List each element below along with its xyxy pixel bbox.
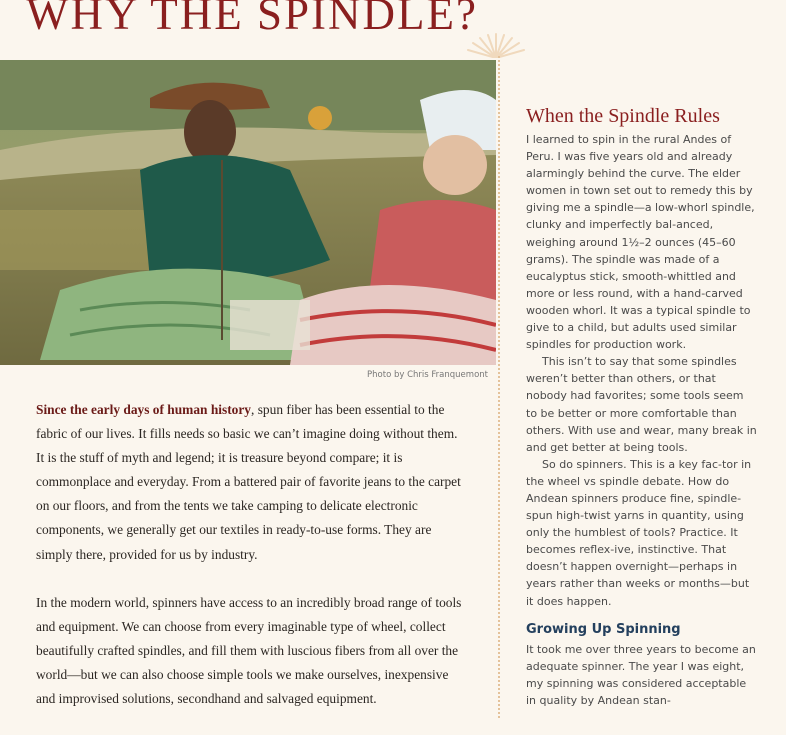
sidebar-paragraph-1: I learned to spin in the rural Andes of Peru. I was five years old and already alarmingly behind the curve. The elder women in town set out to remedy this by giving me a spindle—a low-whorl spindle, clunky and imperfectly bal-anced, weighing around 1½–2 ounces (45–60 grams). The spindle was made of a eucalyptus stick, smooth-whittled and more or less round, with a hand-carved wooden whorl. It was a typical spindle to give to a child, but adults used similar spindles for production work. <box>526 133 755 352</box>
main-paragraph-2: In the modern world, spinners have access to an incredibly broad range of tools and equipment. We can choose from every imaginable type of wheel, collect beautifully crafted spindles, and fill them with luscious fibers from all over the world—but we can also choose simple tools we make ourselves, inexpensive and improvised solutions, secondhand and salvaged equipment. <box>36 594 462 707</box>
sidebar-paragraph-4: It took me over three years to become an adequate spinner. The year I was eight, my spinning was considered acceptable in quality by Andean stan- <box>526 642 756 707</box>
sidebar-column <box>526 104 758 709</box>
page-title: WHY THE SPINDLE? <box>26 0 478 39</box>
sunburst-ornament <box>466 32 526 58</box>
sidebar-paragraph-2: This isn’t to say that some spindles weren’t better than others, or that nobody had favorites; some tools seem to be better or more comfortable than others. With use and wear, many break in and get better at being tools. <box>526 355 757 454</box>
main-column <box>36 398 468 735</box>
sidebar-heading-1: When the Spindle Rules <box>526 105 720 127</box>
main-paragraph-1-text: , spun fiber has been essential to the fabric of our lives. It fills needs so basic we can’t imagine doing without them. It is the stuff of myth and legend; it is treasure beyond compare; it is commonplace and everyday. From a battered pair of favorite jeans to the carpet on our floors, and from the tents we take camping to delicate electronic components, we generally get our textiles in ready-to-use forms. They are simply there, provided for us by industry. <box>36 402 461 562</box>
lead-phrase: Since the early days of human history <box>36 402 252 417</box>
main-paragraph-1 <box>36 398 468 567</box>
photo-spinners <box>0 60 496 365</box>
sidebar-heading-2: Growing Up Spinning <box>526 621 681 637</box>
column-divider <box>498 56 500 718</box>
photo-credit: Photo by Chris Franquemont <box>367 370 488 380</box>
sidebar-paragraph-3: So do spinners. This is a key fac-tor in the wheel vs spindle debate. How do Andean spinners produce fine, spindle-spun high-twist yarns in quantity, using only the humblest of tools? Practice. It becomes reflex-ive, instinctive. That doesn’t happen overnight—perhaps in years rather than weeks or months—but it does happen. <box>526 457 752 608</box>
